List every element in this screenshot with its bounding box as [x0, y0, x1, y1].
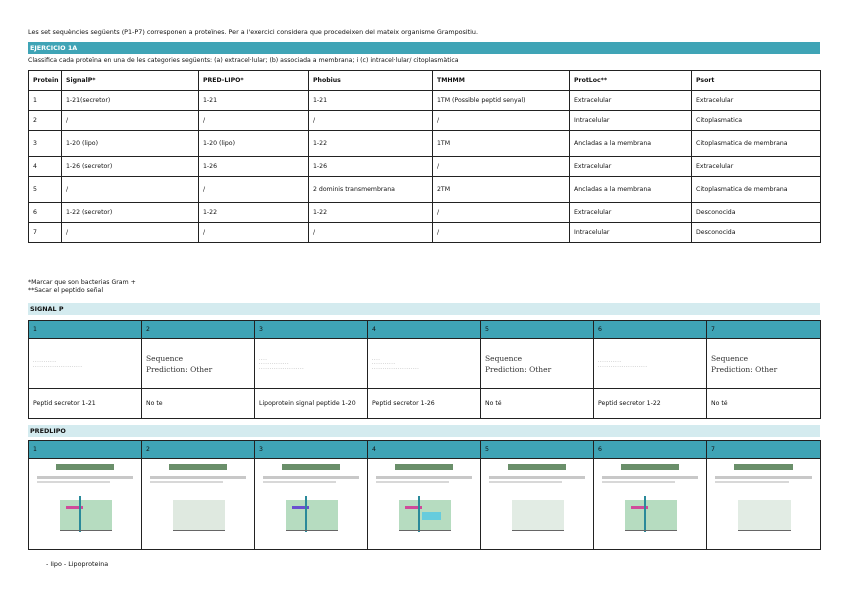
- predlipo-plot-cell: [707, 459, 821, 550]
- table-cell: /: [433, 203, 570, 223]
- plot-text-line: [489, 476, 585, 479]
- plot-area: [738, 500, 791, 530]
- table-cell: Extracelular: [692, 91, 821, 111]
- table-cell: 1-26: [199, 157, 309, 177]
- result-cell: No té: [481, 389, 594, 419]
- predlipo-plot-image: [33, 462, 137, 546]
- plot-cyan-trace: [422, 512, 441, 520]
- table-cell: Extracelular: [570, 157, 692, 177]
- table-cell: /: [433, 157, 570, 177]
- signalp-thumbnail: [594, 339, 707, 389]
- table-row: [29, 203, 821, 223]
- column-header: 6: [594, 441, 707, 459]
- plot-axis: [512, 530, 564, 531]
- prediction-value: Prediction: Other: [485, 364, 552, 374]
- plot-text-line: [715, 481, 789, 483]
- thumbnail-text: - - - - - - - - - - - - - - - - - - - - - - -: [33, 363, 82, 368]
- predlipo-plot-cell: [481, 459, 594, 550]
- table-row: [29, 91, 821, 111]
- table-cell: /: [199, 223, 309, 243]
- table-cell: Citoplasmatica: [692, 111, 821, 131]
- predlipo-plot-image: [372, 462, 476, 546]
- table-cell: 2: [29, 111, 62, 131]
- table-cell: 1-22 (secretor): [62, 203, 199, 223]
- signalp-table: [28, 320, 821, 419]
- signalp-screenshot-row: [29, 339, 821, 389]
- table-cell: /: [62, 223, 199, 243]
- plot-title-bar: [508, 464, 566, 470]
- column-header: 2: [142, 321, 255, 339]
- column-header: 3: [255, 441, 368, 459]
- table-cell: /: [433, 111, 570, 131]
- plot-title-bar: [621, 464, 679, 470]
- predlipo-plot-image: [259, 462, 363, 546]
- table-cell: 1TM (Possible peptid senyal): [433, 91, 570, 111]
- signalp-result-row: [29, 389, 821, 419]
- table-cell: /: [309, 223, 433, 243]
- table-cell: Extracelular: [570, 203, 692, 223]
- plot-axis: [399, 530, 451, 531]
- plot-area: [173, 500, 225, 530]
- plot-title-bar: [734, 464, 793, 470]
- header-cell: PRED-LIPO*: [199, 71, 309, 91]
- table-cell: /: [62, 111, 199, 131]
- plot-text-line: [376, 476, 472, 479]
- plot-axis: [60, 530, 112, 531]
- table-cell: 1-21: [309, 91, 433, 111]
- prediction-label: Sequence: [485, 353, 523, 363]
- thumbnail-text: - - - - - - - - - - - - - - - - - - - - - - -: [598, 363, 647, 368]
- table-row: [29, 223, 821, 243]
- table-header-row: [29, 71, 821, 91]
- predlipo-plot-cell: [594, 459, 707, 550]
- plot-axis: [173, 530, 225, 531]
- table-cell: Citoplasmatica de membrana: [692, 177, 821, 203]
- intro-text: Les set sequències següents (P1-P7) corresponen a proteïnes. Per a l'exercici considera que procedeixen del mateix organisme Grampositiu.: [28, 28, 479, 36]
- plot-title-bar: [169, 464, 227, 470]
- plot-spike: [418, 496, 420, 532]
- table-row: [29, 131, 821, 157]
- classification-table: [28, 70, 821, 243]
- header-cell: Psort: [692, 71, 821, 91]
- column-header: 5: [481, 441, 594, 459]
- thumbnail-text: - - - - - - - - - - - - - -: [259, 361, 289, 366]
- predlipo-plot-cell: [368, 459, 481, 550]
- table-cell: 4: [29, 157, 62, 177]
- result-cell: Lipoprotein signal peptide 1-20: [255, 389, 368, 419]
- signalp-thumbnail: [255, 339, 368, 389]
- plot-title-bar: [282, 464, 340, 470]
- plot-title-bar: [56, 464, 114, 470]
- plot-text-line: [263, 476, 359, 479]
- prediction-value: Prediction: Other: [146, 364, 213, 374]
- column-header: 4: [368, 441, 481, 459]
- plot-text-line: [37, 476, 133, 479]
- thumbnail-text: - - - - - - - - - - -: [33, 359, 56, 363]
- header-cell: SignalP*: [62, 71, 199, 91]
- legend-note: - lipo - Lipoproteina: [46, 560, 109, 568]
- predlipo-title-band: PREDLIPO: [28, 425, 820, 437]
- thumbnail-text: - - - -: [372, 356, 380, 361]
- table-cell: 2TM: [433, 177, 570, 203]
- plot-spike: [79, 496, 81, 532]
- predlipo-plot-image: [146, 462, 250, 546]
- result-cell: Peptid secretor 1-26: [368, 389, 481, 419]
- plot-text-line: [376, 481, 449, 483]
- table-cell: Desconocida: [692, 223, 821, 243]
- table-cell: 7: [29, 223, 62, 243]
- plot-text-line: [489, 481, 562, 483]
- header-cell: TMHMM: [433, 71, 570, 91]
- thumbnail-text: - - - - - - - - - - -: [598, 359, 621, 363]
- table-cell: Intracelular: [570, 223, 692, 243]
- plot-area: [60, 500, 112, 530]
- table-cell: 1-21(secretor): [62, 91, 199, 111]
- table-cell: 1-21: [199, 91, 309, 111]
- plot-text-line: [150, 476, 246, 479]
- table-cell: 1-22: [199, 203, 309, 223]
- predlipo-table: [28, 440, 821, 550]
- column-header: 6: [594, 321, 707, 339]
- table-cell: 1-26: [309, 157, 433, 177]
- signalp-thumbnail: [481, 339, 594, 389]
- plot-axis: [738, 530, 791, 531]
- plot-text-line: [602, 481, 675, 483]
- table-cell: 1-20 (lipo): [62, 131, 199, 157]
- table-cell: /: [309, 111, 433, 131]
- result-cell: No te: [142, 389, 255, 419]
- plot-text-line: [602, 476, 698, 479]
- predlipo-plot-cell: [29, 459, 142, 550]
- column-header: 5: [481, 321, 594, 339]
- predlipo-plot-cell: [142, 459, 255, 550]
- plot-area: [625, 500, 677, 530]
- table-cell: Extracelular: [692, 157, 821, 177]
- table-cell: 1: [29, 91, 62, 111]
- column-header: 1: [29, 441, 142, 459]
- table-cell: 5: [29, 177, 62, 203]
- table-row: [29, 157, 821, 177]
- table-cell: Ancladas a la membrana: [570, 131, 692, 157]
- plot-text-line: [37, 481, 110, 483]
- table-row: [29, 111, 821, 131]
- plot-spike: [305, 496, 307, 532]
- plot-text-line: [263, 481, 336, 483]
- table-cell: Extracelular: [570, 91, 692, 111]
- predlipo-plot-image: [711, 462, 816, 546]
- table-cell: 1-20 (lipo): [199, 131, 309, 157]
- signalp-thumbnail: [707, 339, 821, 389]
- plot-axis: [625, 530, 677, 531]
- column-header: 3: [255, 321, 368, 339]
- predlipo-plot-cell: [255, 459, 368, 550]
- predlipo-plot-image: [485, 462, 589, 546]
- table-cell: /: [199, 177, 309, 203]
- table-row: [29, 177, 821, 203]
- signalp-header-row: [29, 321, 821, 339]
- thumbnail-text: - - - - - - - - - - - - - - - - - - - - -: [259, 365, 304, 370]
- thumbnail-text: - - - - - - - - - - -: [372, 361, 395, 366]
- table-cell: 3: [29, 131, 62, 157]
- footnote: **Sacar el peptido señal: [28, 287, 104, 294]
- exercise-title-band: EJERCICIO 1A: [28, 42, 820, 54]
- table-cell: /: [199, 111, 309, 131]
- plot-spike: [644, 496, 646, 532]
- signalp-title-band: SIGNAL P: [28, 303, 820, 315]
- exercise-subtitle: Classifica cada proteïna en una de les categories següents: (a) extracel·lular; (b) associada a membrana; i (c) intracel·lular/ citoplasmàtica: [28, 57, 459, 64]
- table-cell: Citoplasmatica de membrana: [692, 131, 821, 157]
- predlipo-plot-image: [598, 462, 702, 546]
- prediction-label: Sequence: [146, 353, 184, 363]
- thumbnail-text: - - - -: [259, 356, 267, 361]
- table-cell: /: [62, 177, 199, 203]
- result-cell: No té: [707, 389, 821, 419]
- column-header: 7: [707, 321, 821, 339]
- table-cell: Desconocida: [692, 203, 821, 223]
- plot-area: [512, 500, 564, 530]
- table-cell: 2 dominis transmembrana: [309, 177, 433, 203]
- footnote: *Marcar que son bacterias Gram +: [28, 279, 136, 286]
- plot-text-line: [150, 481, 223, 483]
- plot-text-line: [715, 476, 812, 479]
- prediction-label: Sequence: [711, 353, 749, 363]
- signalp-thumbnail: [29, 339, 142, 389]
- plot-title-bar: [395, 464, 453, 470]
- column-header: 1: [29, 321, 142, 339]
- signalp-thumbnail: [142, 339, 255, 389]
- table-cell: Ancladas a la membrana: [570, 177, 692, 203]
- thumbnail-text: - - - - - - - - - - - - - - - - - - - - - -: [372, 365, 419, 370]
- table-cell: /: [433, 223, 570, 243]
- plot-axis: [286, 530, 338, 531]
- table-cell: Intracelular: [570, 111, 692, 131]
- column-header: 4: [368, 321, 481, 339]
- predlipo-plot-row: [29, 459, 821, 550]
- column-header: 2: [142, 441, 255, 459]
- table-cell: 1-22: [309, 131, 433, 157]
- table-cell: 1-26 (secretor): [62, 157, 199, 177]
- table-cell: 6: [29, 203, 62, 223]
- footnotes: [28, 279, 136, 295]
- column-header: 7: [707, 441, 821, 459]
- predlipo-header-row: [29, 441, 821, 459]
- result-cell: Peptid secretor 1-21: [29, 389, 142, 419]
- signalp-thumbnail: [368, 339, 481, 389]
- table-cell: 1TM: [433, 131, 570, 157]
- prediction-value: Prediction: Other: [711, 364, 778, 374]
- plot-area: [286, 500, 338, 530]
- header-cell: Protein: [29, 71, 62, 91]
- result-cell: Peptid secretor 1-22: [594, 389, 707, 419]
- header-cell: ProtLoc**: [570, 71, 692, 91]
- table-cell: 1-22: [309, 203, 433, 223]
- header-cell: Phobius: [309, 71, 433, 91]
